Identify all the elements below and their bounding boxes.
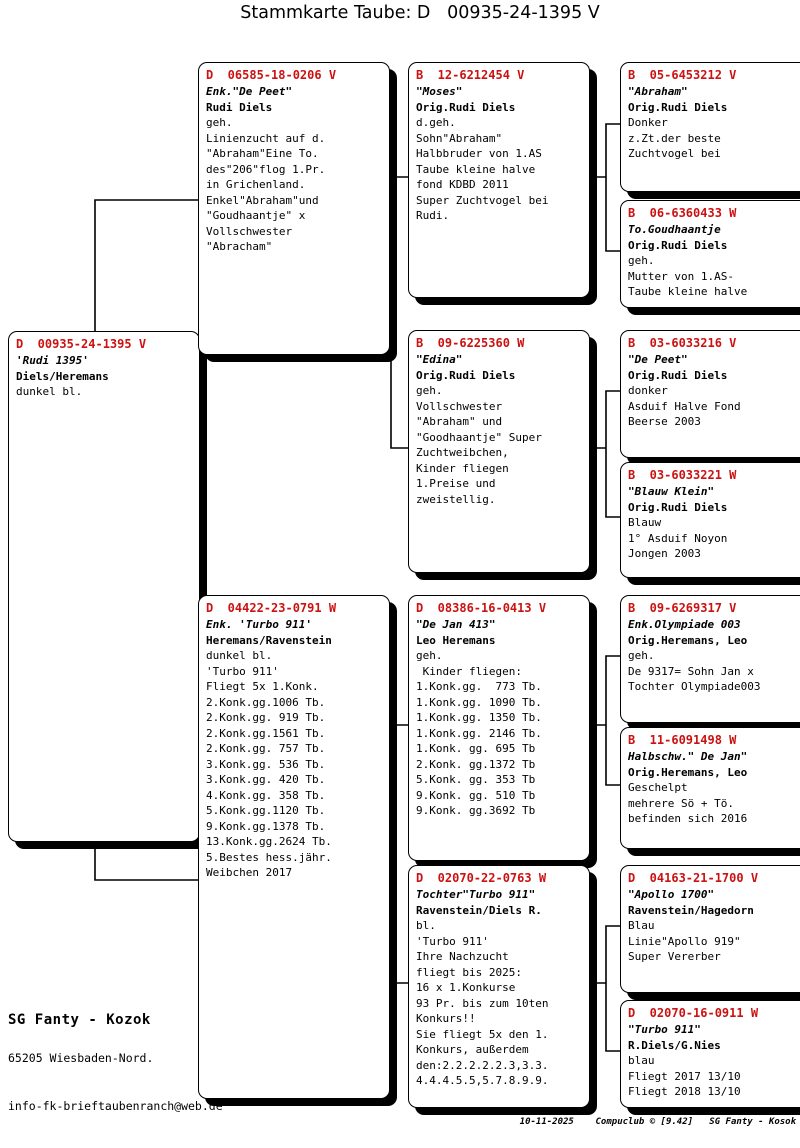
pedigree-text-line: 16 x 1.Konkurse <box>416 981 516 994</box>
pedigree-text-line: Super Zuchtvogel bei <box>416 193 549 207</box>
pedigree-text-line: blau <box>628 1054 655 1067</box>
print-footer: 10-11-2025 Compuclub © [9.42] SG Fanty - Kosok <box>519 1117 796 1127</box>
pedigree-text-line: Taube kleine halve <box>628 285 748 298</box>
ring-number: B 09-6269317 V <box>628 601 737 615</box>
pedigree-text-line: 'Turbo 911' <box>416 934 489 948</box>
pedigree-text-line: 1.Preise und <box>416 477 496 490</box>
pedigree-text-line: Orig.Heremans, Leo <box>628 633 748 647</box>
pedigree-text-line: "Apollo 1700" <box>628 888 715 901</box>
ring-number: B 03-6033216 V <box>628 336 737 350</box>
pedigree-text-line: Kinder fliegen <box>416 461 509 475</box>
pedigree-text-line: Rudi. <box>416 209 450 222</box>
pedigree-text-line: 3.Konk.gg. 536 Tb. <box>206 757 326 771</box>
pedigree-text-line: Sohn"Abraham" <box>416 131 503 145</box>
pedigree-text-line: Orig.Heremans, Leo <box>628 765 748 779</box>
pedigree-text-line: Leo Heremans <box>416 633 496 647</box>
pedigree-text-line: Taube kleine halve <box>416 162 536 176</box>
pedigree-text-line: Asduif Halve Fond <box>628 399 741 413</box>
pedigree-text-line: den:2.2.2.2.2.3,3.3. <box>416 1058 549 1072</box>
ring-number: D 04163-21-1700 V <box>628 871 759 885</box>
pedigree-text-line: 'Turbo 911' <box>206 664 279 678</box>
pedigree-box-mff <box>620 595 800 723</box>
ring-number: B 03-6033221 W <box>628 468 737 482</box>
pedigree-text-line: 1° Asduif Noyon <box>628 531 728 545</box>
pedigree-text-line: 2.Konk.gg. 757 Tb. <box>206 742 326 755</box>
pedigree-text-line: 2.Konk.gg. 919 Tb. <box>206 711 326 724</box>
ring-number: B 12-6212454 V <box>416 68 525 82</box>
pedigree-box-ffm <box>620 200 800 308</box>
pedigree-text-line: Konkurs, außerdem <box>416 1043 529 1056</box>
pedigree-text-line: 5.Konk. gg. 353 Tb <box>416 773 536 786</box>
pedigree-box-mm <box>408 865 590 1108</box>
pedigree-text-line: dunkel bl. <box>206 649 273 662</box>
pedigree-text-line: Tochter"Turbo 911" <box>416 888 536 901</box>
ring-number: D 08386-16-0413 V <box>416 601 547 615</box>
pedigree-box-father <box>198 62 390 355</box>
pedigree-text-line: zweistellig. <box>416 492 496 506</box>
pedigree-text-line: "Turbo 911" <box>628 1023 701 1036</box>
pedigree-text-line: geh. <box>416 384 443 397</box>
pedigree-text-line: "Goudhaantje" x <box>206 209 306 222</box>
pedigree-text-line: Orig.Rudi Diels <box>628 500 728 514</box>
pedigree-text-line: Enk.Olympiade 003 <box>628 618 741 631</box>
pedigree-box-fff <box>620 62 800 192</box>
pedigree-text-line: 2.Konk.gg.1561 Tb. <box>206 726 326 740</box>
pedigree-text-line: geh. <box>628 649 655 662</box>
pedigree-text-line: Kinder fliegen: <box>416 664 522 678</box>
pedigree-text-line: Ravenstein/Diels R. <box>416 903 542 917</box>
pedigree-text-line: 1.Konk.gg. 773 Tb. <box>416 680 542 693</box>
pedigree-text-line: Halbschw." De Jan" <box>628 750 748 763</box>
pedigree-text-line: des"206"flog 1.Pr. <box>206 162 326 176</box>
pedigree-text-line: in Grichenland. <box>206 178 306 191</box>
pedigree-text-line: 9.Konk. gg. 510 Tb <box>416 788 536 802</box>
pedigree-text-line: 5.Konk.gg.1120 Tb. <box>206 804 326 817</box>
pedigree-text-line: Fliegt 2018 13/10 <box>628 1085 741 1098</box>
pedigree-text-line: Jongen 2003 <box>628 547 701 560</box>
pedigree-text-line: Rudi Diels <box>206 100 273 114</box>
pedigree-text-line: 'Rudi 1395' <box>16 354 89 367</box>
ring-number: B 06-6360433 W <box>628 206 737 220</box>
ring-number: D 00935-24-1395 V <box>16 337 147 351</box>
pedigree-text-line: Ihre Nachzucht <box>416 950 509 963</box>
pedigree-box-mfm <box>620 727 800 849</box>
page-title: Stammkarte Taube: D 00935-24-1395 V <box>240 3 600 23</box>
pedigree-text-line: Fliegt 5x 1.Konk. <box>206 680 319 693</box>
ring-number: D 02070-16-0911 W <box>628 1006 759 1020</box>
pedigree-text-line: dunkel bl. <box>16 385 83 398</box>
pedigree-box-subject <box>8 331 200 842</box>
owner-address: 65205 Wiesbaden-Nord. <box>8 1051 154 1065</box>
pedigree-box-mmm <box>620 1000 800 1108</box>
pedigree-text-line: Fliegt 2017 13/10 <box>628 1069 741 1083</box>
pedigree-text-line: fliegt bis 2025: <box>416 965 522 979</box>
pedigree-text-line: De 9317= Sohn Jan x <box>628 664 754 678</box>
pedigree-text-line: "Blauw Klein" <box>628 485 715 498</box>
pedigree-text-line: Ravenstein/Hagedorn <box>628 903 754 917</box>
pedigree-text-line: befinden sich 2016 <box>628 812 748 825</box>
pedigree-text-line: fond KDBD 2011 <box>416 178 509 191</box>
pedigree-text-line: Super Vererber <box>628 950 721 963</box>
pedigree-text-line: 4.Konk.gg. 358 Tb. <box>206 788 326 802</box>
pedigree-text-line: To.Goudhaantje <box>628 223 721 236</box>
ring-number: B 11-6091498 W <box>628 733 737 747</box>
pedigree-text-line: Orig.Rudi Diels <box>628 368 728 382</box>
pedigree-text-line: 93 Pr. bis zum 10ten <box>416 996 549 1010</box>
pedigree-text-line: "Goodhaantje" Super <box>416 430 542 444</box>
pedigree-text-line: Enk."De Peet" <box>206 85 293 98</box>
ring-number: D 04422-23-0791 W <box>206 601 337 615</box>
pedigree-text-line: Heremans/Ravenstein <box>206 633 332 647</box>
pedigree-text-line: mehrere Sö + Tö. <box>628 796 734 810</box>
ring-number: D 02070-22-0763 W <box>416 871 547 885</box>
pedigree-box-mother <box>198 595 390 1099</box>
pedigree-text-line: geh. <box>416 649 443 662</box>
pedigree-text-line: 3.Konk.gg. 420 Tb. <box>206 773 326 786</box>
pedigree-box-mf <box>408 595 590 861</box>
pedigree-box-ff <box>408 62 590 298</box>
pedigree-text-line: Sie fliegt 5x den 1. <box>416 1027 549 1041</box>
pedigree-text-line: Konkurs!! <box>416 1012 476 1025</box>
pedigree-text-line: Weibchen 2017 <box>206 866 293 879</box>
pedigree-text-line: 9.Konk.gg.1378 Tb. <box>206 819 326 833</box>
pedigree-box-fm <box>408 330 590 573</box>
pedigree-text-line: "Moses" <box>416 85 463 98</box>
pedigree-text-line: 2.Konk.gg.1006 Tb. <box>206 695 326 709</box>
pedigree-text-line: Enk. 'Turbo 911' <box>206 618 312 631</box>
pedigree-text-line: 5.Bestes hess.jähr. <box>206 850 332 864</box>
pedigree-box-mmf <box>620 865 800 993</box>
owner-name: SG Fanty - Kozok <box>8 1012 151 1028</box>
pedigree-text-line: "Edina" <box>416 353 463 366</box>
pedigree-text-line: Orig.Rudi Diels <box>416 100 516 114</box>
pedigree-text-line: "De Peet" <box>628 353 688 366</box>
pedigree-text-line: Diels/Heremans <box>16 369 109 383</box>
pedigree-text-line: Zuchtvogel bei <box>628 147 721 160</box>
pedigree-text-line: Blau <box>628 919 655 932</box>
pedigree-text-line: 1.Konk. gg. 695 Tb <box>416 742 536 755</box>
ring-number: B 09-6225360 W <box>416 336 525 350</box>
pedigree-text-line: Enkel"Abraham"und <box>206 193 319 207</box>
pedigree-text-line: 2.Konk. gg.1372 Tb <box>416 757 536 771</box>
pedigree-text-line: "De Jan 413" <box>416 618 496 631</box>
pedigree-text-line: Orig.Rudi Diels <box>628 238 728 252</box>
pedigree-text-line: "Abraham" <box>628 85 688 98</box>
pedigree-text-line: 13.Konk.gg.2624 Tb. <box>206 835 332 848</box>
pedigree-text-line: 9.Konk. gg.3692 Tb <box>416 804 536 817</box>
ring-number: B 05-6453212 V <box>628 68 737 82</box>
pedigree-text-line: Zuchtweibchen, <box>416 446 509 459</box>
pedigree-box-fmf <box>620 330 800 458</box>
pedigree-text-line: Beerse 2003 <box>628 415 701 428</box>
pedigree-text-line: 1.Konk.gg. 2146 Tb. <box>416 726 542 740</box>
ring-number: D 06585-18-0206 V <box>206 68 337 82</box>
pedigree-text-line: Mutter von 1.AS- <box>628 269 734 283</box>
pedigree-text-line: 1.Konk.gg. 1350 Tb. <box>416 711 542 724</box>
pedigree-text-line: Orig.Rudi Diels <box>628 100 728 114</box>
pedigree-text-line: donker <box>628 384 668 397</box>
pedigree-text-line: z.Zt.der beste <box>628 131 721 145</box>
pedigree-text-line: 4.4.4.5.5,5.7.8.9.9. <box>416 1074 549 1087</box>
pedigree-box-fmm <box>620 462 800 578</box>
pedigree-text-line: R.Diels/G.Nies <box>628 1038 721 1052</box>
pedigree-text-line: Orig.Rudi Diels <box>416 368 516 382</box>
pedigree-text-line: Tochter Olympiade003 <box>628 680 761 693</box>
pedigree-text-line: geh. <box>628 254 655 267</box>
pedigree-text-line: geh. <box>206 116 233 129</box>
pedigree-text-line: 1.Konk.gg. 1090 Tb. <box>416 695 542 709</box>
pedigree-text-line: Vollschwester <box>206 224 293 238</box>
pedigree-text-line: Vollschwester <box>416 399 503 413</box>
owner-email: info-fk-brieftaubenranch@web.de <box>8 1099 223 1113</box>
pedigree-text-line: Linie"Apollo 919" <box>628 934 741 948</box>
pedigree-text-line: "Abraham"Eine To. <box>206 147 319 160</box>
pedigree-text-line: Linienzucht auf d. <box>206 131 326 145</box>
pedigree-text-line: Blauw <box>628 516 662 529</box>
pedigree-text-line: bl. <box>416 919 436 932</box>
pedigree-text-line: Halbbruder von 1.AS <box>416 147 542 160</box>
pedigree-text-line: "Abraham" und <box>416 415 503 428</box>
pedigree-text-line: "Abracham" <box>206 240 273 253</box>
pedigree-text-line: Geschelpt <box>628 781 688 794</box>
pedigree-text-line: Donker <box>628 116 668 129</box>
pedigree-text-line: d.geh. <box>416 116 456 129</box>
